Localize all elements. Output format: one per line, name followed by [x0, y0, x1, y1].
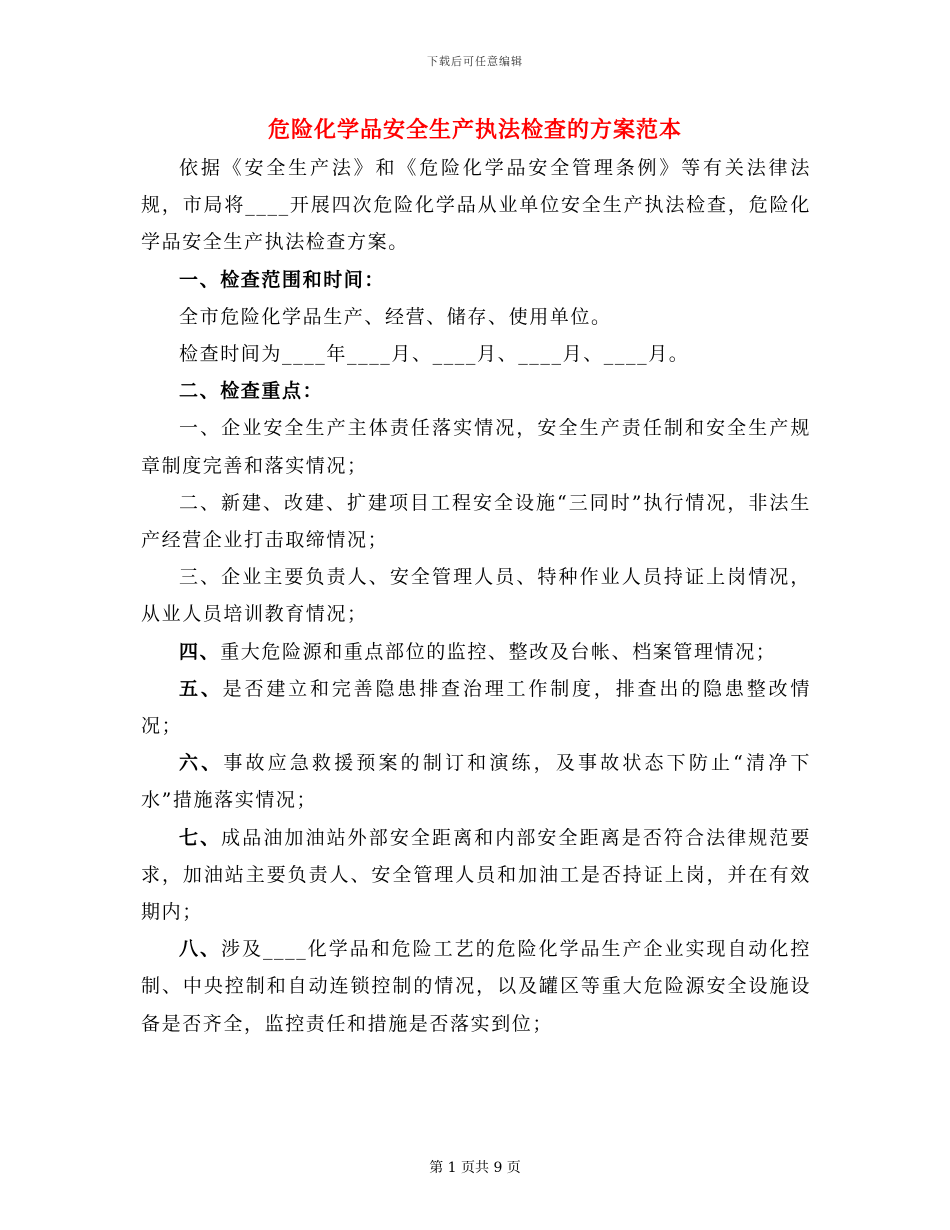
focus-item-lead: 五、 [179, 677, 223, 700]
focus-item-lead: 六、 [179, 752, 224, 775]
focus-item-4 [141, 634, 811, 671]
focus-item-lead: 三、 [179, 566, 222, 589]
focus-item-2 [141, 485, 811, 559]
scope-paragraph: 全市危险化学品生产、经营、储存、使用单位。 [179, 305, 612, 328]
focus-item-5 [141, 671, 811, 745]
section-heading-scope-time: 一、检查范围和时间： [179, 268, 386, 291]
focus-item-lead: 四、 [179, 640, 221, 663]
focus-item-lead: 二、 [179, 491, 221, 514]
focus-item-lead: 七、 [179, 826, 222, 849]
header-note: 下载后可任意编辑 [427, 55, 523, 68]
focus-item-text: 企业安全生产主体责任落实情况，安全生产责任制和安全生产规章制度完善和落实情况； [141, 417, 811, 477]
focus-item-7 [141, 820, 811, 932]
focus-item-text: 事故应急救援预案的制订和演练，及事故状态下防止“清净下水”措施落实情况； [141, 752, 811, 812]
focus-item-text: 企业主要负责人、安全管理人员、特种作业人员持证上岗情况，从业人员培训教育情况； [141, 566, 811, 626]
focus-item-8 [141, 931, 811, 1043]
intro-paragraph: 依据《安全生产法》和《危险化学品安全管理条例》等有关法律法规，市局将____开展四次危险化学品从业单位安全生产执法检查，危险化学品安全生产执法检查方案。 [141, 157, 811, 254]
focus-item-6 [141, 745, 811, 819]
page-number: 第 1 页共 9 页 [429, 1160, 521, 1176]
focus-item-text: 是否建立和完善隐患排查治理工作制度，排查出的隐患整改情况； [141, 677, 811, 738]
focus-item-lead: 一、 [179, 417, 222, 440]
focus-item-text: 重大危险源和重点部位的监控、整改及台帐、档案管理情况； [220, 640, 777, 663]
focus-item-text: 成品油加油站外部安全距离和内部安全距离是否符合法律规范要求，加油站主要负责人、安全管理人员和加油工是否持证上岗，并在有效期内； [141, 826, 811, 924]
focus-item-1 [141, 410, 811, 484]
focus-item-3 [141, 559, 811, 633]
focus-item-text: 涉及____化学品和危险工艺的危险化学品生产企业实现自动化控制、中央控制和自动连锁控制的情况，以及罐区等重大危险源安全设施设备是否齐全，监控责任和措施是否落实到位； [141, 938, 811, 1035]
section-heading-focus: 二、检查重点： [179, 380, 324, 403]
focus-item-text: 新建、改建、扩建项目工程安全设施“三同时”执行情况，非法生产经营企业打击取缔情况； [141, 491, 811, 552]
time-paragraph: 检查时间为____年____月、____月、____月、____月。 [179, 343, 690, 366]
document-title: 危险化学品安全生产执法检查的方案范本 [267, 117, 682, 143]
focus-item-lead: 八、 [179, 938, 221, 961]
document-body [141, 150, 811, 1043]
